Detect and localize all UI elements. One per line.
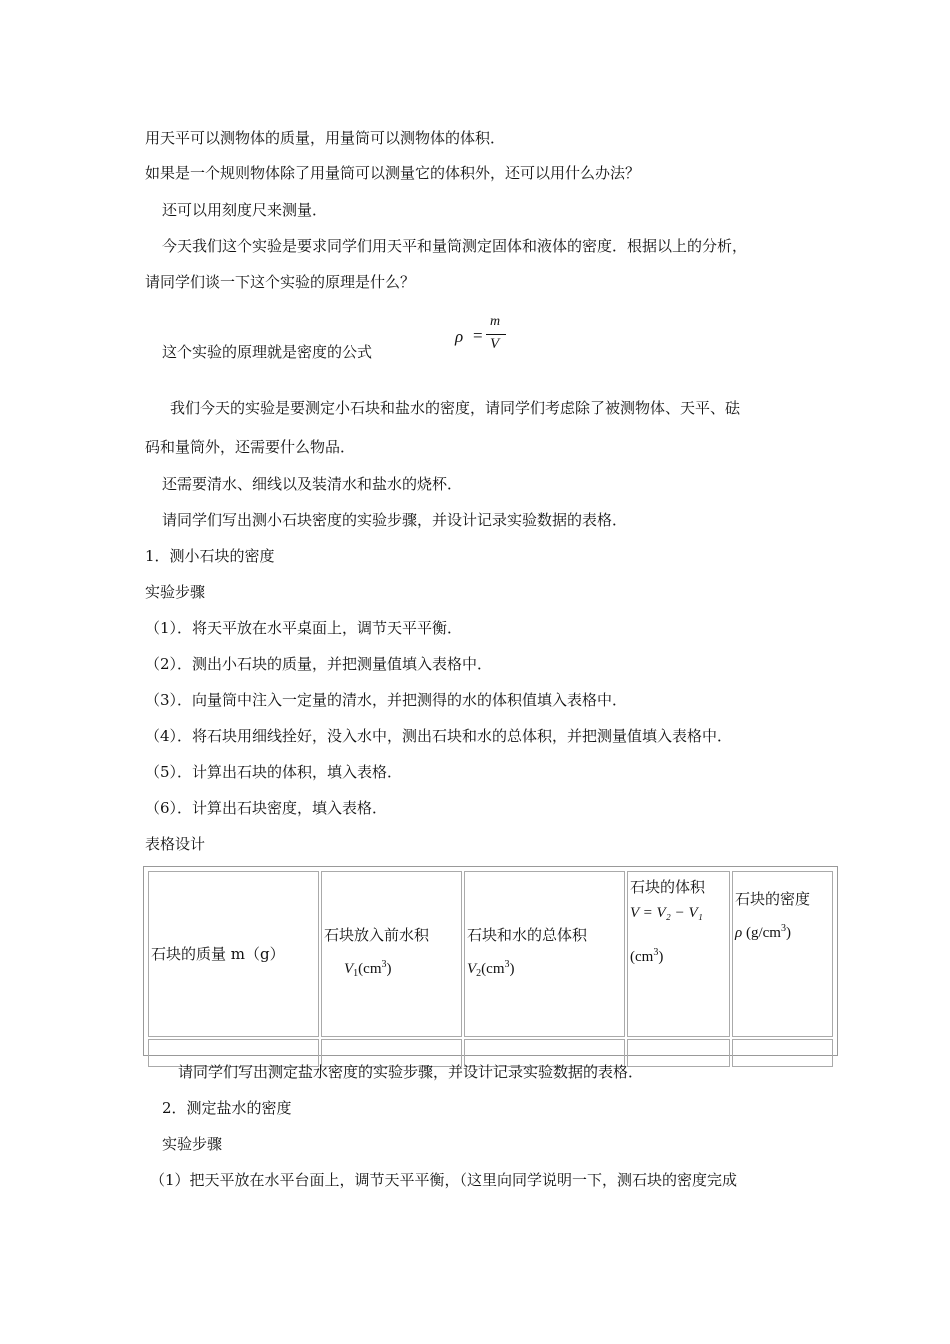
header-cell-total-volume: 石块和水的总体积 $V_2(cm^3)$: [464, 871, 625, 1037]
step-item: （6）．计算出石块密度，填入表格．: [145, 799, 388, 817]
text-line: 还可以用刻度尺来测量．: [162, 201, 328, 219]
text-line: 这个实验的原理就是密度的公式: [162, 343, 373, 361]
text-line: 我们今天的实验是要测定小石块和盐水的密度，请同学们考虑除了被测物体、天平、砝: [170, 399, 741, 417]
subheading: 实验步骤: [162, 1135, 223, 1153]
table-cell-empty[interactable]: [732, 1039, 833, 1067]
text-line: 码和量筒外，还需要什么物品．: [145, 438, 356, 456]
step-item: （1）把天平放在水平台面上，调节天平平衡，（这里向同学说明一下，测石块的密度完成: [150, 1171, 738, 1189]
text-line: 请同学们写出测小石块密度的实验步骤，并设计记录实验数据的表格．: [162, 511, 628, 529]
subheading: 实验步骤: [145, 583, 206, 601]
formula-rho: ρ: [455, 327, 464, 346]
section-heading: 2．测定盐水的密度: [162, 1099, 292, 1117]
formula-equals: =: [473, 326, 483, 345]
step-item: （4）．将石块用细线拴好，没入水中，测出石块和水的总体积，并把测量值填入表格中．: [145, 727, 733, 745]
step-item: （1）．将天平放在水平桌面上，调节天平平衡．: [145, 619, 463, 637]
table-header-row: [148, 871, 833, 1037]
text-line: 还需要清水、细线以及装清水和盐水的烧杯．: [162, 475, 463, 493]
header-cell-stone-volume: 石块的体积 V = V₂ − V₁ $(cm^3)$: [627, 871, 730, 1037]
text-line: 如果是一个规则物体除了用量筒可以测量它的体积外，还可以用什么办法？: [145, 164, 641, 182]
data-table: [146, 869, 835, 1069]
formula-denominator: V: [490, 336, 500, 352]
header-cell-density: 石块的密度 ρ $(g/cm^3)$: [732, 871, 833, 1037]
step-item: （3）．向量筒中注入一定量的清水，并把测得的水的体积值填入表格中．: [145, 691, 628, 709]
text-line: 请同学们谈一下这个实验的原理是什么？: [145, 273, 416, 291]
text-line: 用天平可以测物体的质量，用量筒可以测物体的体积．: [145, 129, 506, 147]
text-line: 今天我们这个实验是要求同学们用天平和量筒测定固体和液体的密度．根据以上的分析，: [162, 237, 748, 255]
formula-numerator: m: [490, 314, 501, 329]
step-item: （5）．计算出石块的体积，填入表格．: [145, 763, 403, 781]
subheading: 表格设计: [145, 835, 206, 853]
fraction-bar: [486, 334, 506, 335]
header-cell-initial-volume: 石块放入前水积 $V_1(cm^3)$: [321, 871, 462, 1037]
section-heading: 1．测小石块的密度: [145, 547, 275, 565]
text-line: 请同学们写出测定盐水密度的实验步骤，并设计记录实验数据的表格．: [178, 1063, 644, 1081]
step-item: （2）．测出小石块的质量，并把测量值填入表格中．: [145, 655, 493, 673]
header-cell-mass: 石块的质量 m（g）: [148, 871, 319, 1037]
